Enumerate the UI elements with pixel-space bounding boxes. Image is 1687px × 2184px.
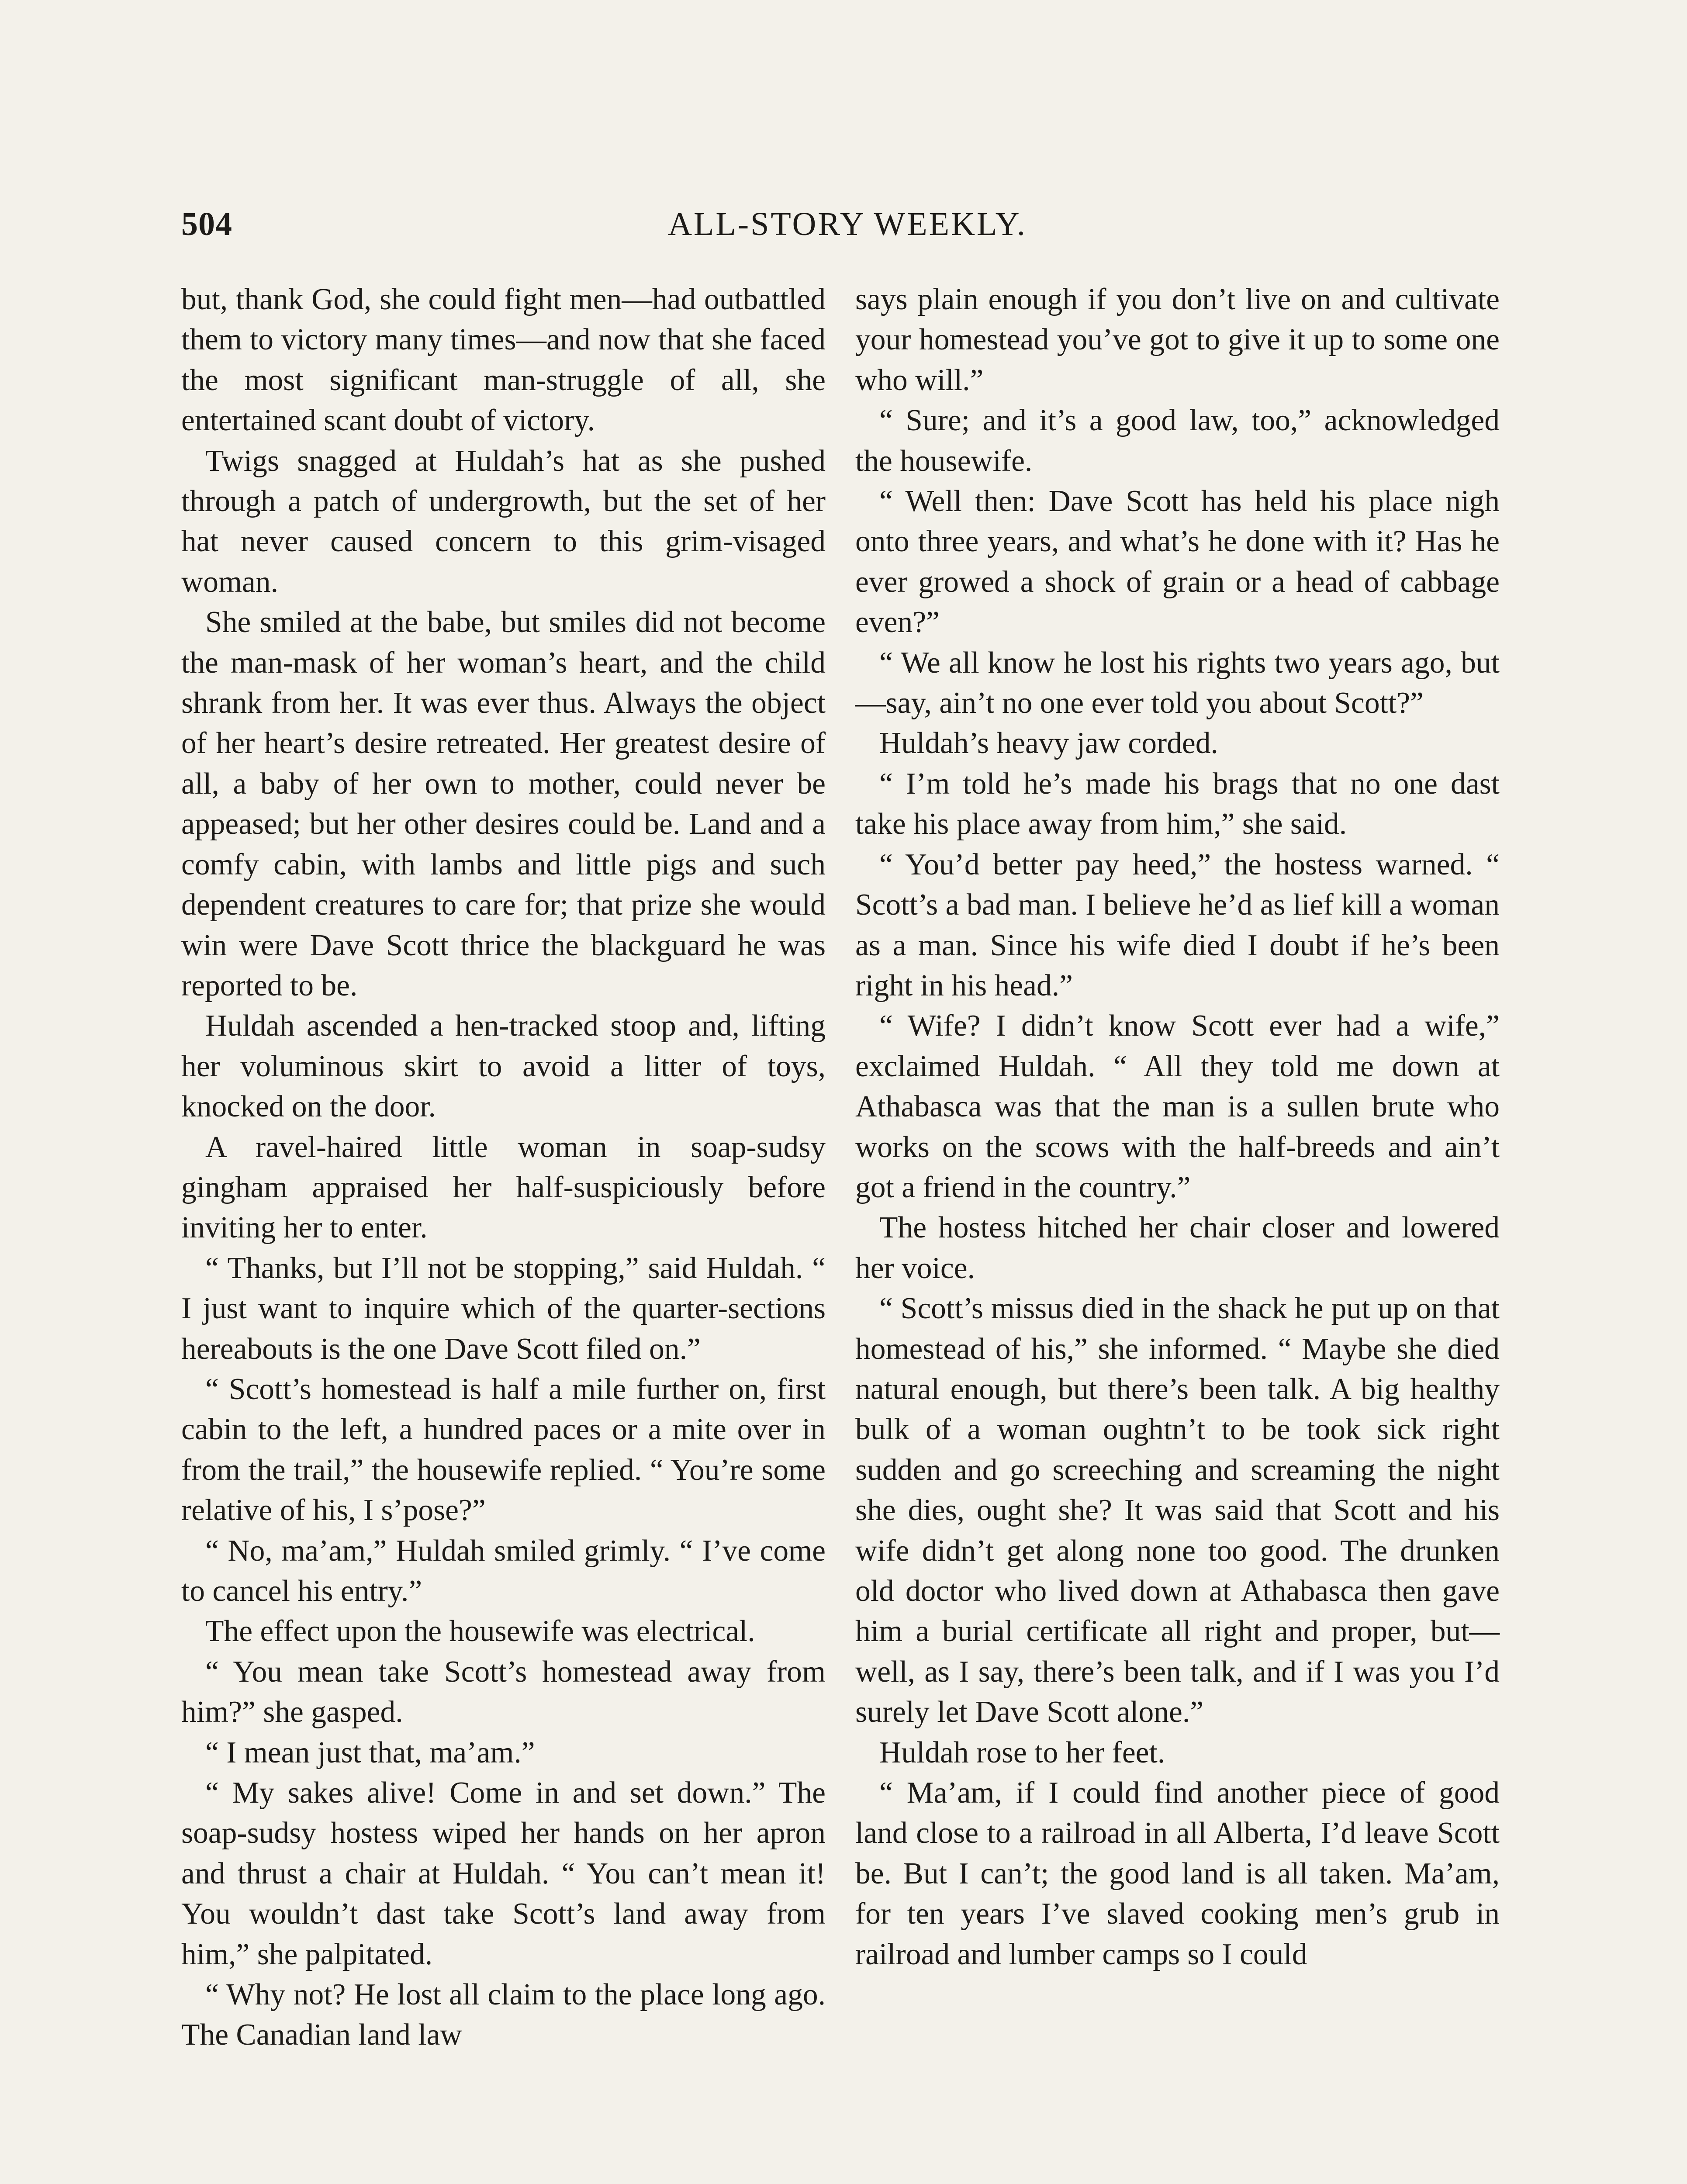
page-number: 504 bbox=[181, 206, 232, 242]
right-column bbox=[855, 280, 1500, 1975]
paragraph: “ My sakes alive! Come in and set down.” The soap-sudsy hostess wiped her hands on her apron and thrust a chair at Huldah. “ You can’t mean it! You wouldn’t dast take Scott’s land away from him,” she palpitated. bbox=[181, 1776, 826, 1971]
paragraph: “ Sure; and it’s a good law, too,” acknowledged the housewife. bbox=[855, 404, 1500, 478]
paragraph: but, thank God, she could fight men—had outbattled them to victory many times—and now that she faced the most significant man-struggle of all, she entertained scant doubt of victory. bbox=[181, 283, 826, 438]
paragraph: “ Ma’am, if I could find another piece of good land close to a railroad in all Alberta, I’d leave Scott be. But I can’t; the good land is all taken. Ma’am, for ten years I’ve slaved cooking men’s grub in railroad and lumber camps so I could bbox=[855, 1776, 1500, 1971]
paragraph: She smiled at the babe, but smiles did not become the man-mask of her woman’s heart, and the child shrank from her. It was ever thus. Always the object of her heart’s desire retreated. Her greatest desire of all, a baby of her own to mother, could never be appeased; but her other desires could be. Land and a comfy cabin, with lambs and little pigs and such dependent creatures to care for; that prize she would win were Dave Scott thrice the blackguard he was reported to be. bbox=[181, 605, 826, 1002]
running-title: ALL-STORY WEEKLY. bbox=[668, 206, 1027, 242]
paragraph: says plain enough if you don’t live on and cultivate your homestead you’ve got to give it up to some one who will.” bbox=[855, 283, 1500, 397]
paragraph: “ You mean take Scott’s homestead away from him?” she gasped. bbox=[181, 1655, 826, 1729]
paragraph: “ Well then: Dave Scott has held his place nigh onto three years, and what’s he done with it? Has he ever growed a shock of grain or a head of cabbage even?” bbox=[855, 484, 1500, 639]
paragraph: “ You’d better pay heed,” the hostess warned. “ Scott’s a bad man. I believe he’d as lief kill a woman as a man. Since his wife died I doubt if he’s been right in his head.” bbox=[855, 847, 1500, 1002]
paragraph: “ Why not? He lost all claim to the place long ago. The Canadian land law bbox=[181, 1978, 826, 2052]
paragraph: Huldah ascended a hen-tracked stoop and, lifting her voluminous skirt to avoid a litter of toys, knocked on the door. bbox=[181, 1009, 826, 1124]
paragraph: “ I mean just that, ma’am.” bbox=[205, 1735, 535, 1769]
paragraph: “ Wife? I didn’t know Scott ever had a wife,” exclaimed Huldah. “ All they told me down at Athabasca was that the man is a sullen brute who works on the scows with the half-breeds and ain’t got a friend in the country.” bbox=[855, 1009, 1500, 1204]
paragraph: “ I’m told he’s made his brags that no one dast take his place away from him,” she said. bbox=[855, 767, 1500, 841]
paragraph: “ Scott’s missus died in the shack he put up on that homestead of his,” she informed. “ Maybe she died natural enough, but there’s been talk. A big healthy bulk of a woman oughtn’t to be took sick right sudden and go screeching and screaming the night she dies, ought she? It was said that Scott and his wife didn’t get along none too good. The drunken old doctor who lived down at Athabasca then gave him a burial certificate all right and proper, but—well, as I say, there’s been talk, and if I was you I’d surely let Dave Scott alone.” bbox=[855, 1292, 1500, 1729]
paragraph: “ No, ma’am,” Huldah smiled grimly. “ I’ve come to cancel his entry.” bbox=[181, 1534, 826, 1608]
paragraph: “ Thanks, but I’ll not be stopping,” said Huldah. “ I just want to inquire which of the quarter-sections hereabouts is the one Dave Scott filed on.” bbox=[181, 1251, 826, 1366]
left-column bbox=[181, 280, 826, 2056]
paragraph: Huldah rose to her feet. bbox=[879, 1735, 1165, 1769]
paragraph: “ We all know he lost his rights two years ago, but—say, ain’t no one ever told you about Scott?” bbox=[855, 646, 1500, 720]
paragraph: Twigs snagged at Huldah’s hat as she pushed through a patch of undergrowth, but the set of her hat never caused concern to this grim-visaged woman. bbox=[181, 444, 826, 599]
paragraph: A ravel-haired little woman in soap-sudsy gingham appraised her half-suspiciously before inviting her to enter. bbox=[181, 1130, 826, 1245]
paragraph: The hostess hitched her chair closer and lowered her voice. bbox=[855, 1211, 1500, 1285]
page-header bbox=[181, 205, 1514, 266]
paragraph: “ Scott’s homestead is half a mile further on, first cabin to the left, a hundred paces or a mite over in from the trail,” the housewife replied. “ You’re some relative of his, I s’pose?” bbox=[181, 1372, 826, 1527]
paragraph: The effect upon the housewife was electrical. bbox=[205, 1614, 755, 1648]
paragraph: Huldah’s heavy jaw corded. bbox=[879, 726, 1218, 760]
